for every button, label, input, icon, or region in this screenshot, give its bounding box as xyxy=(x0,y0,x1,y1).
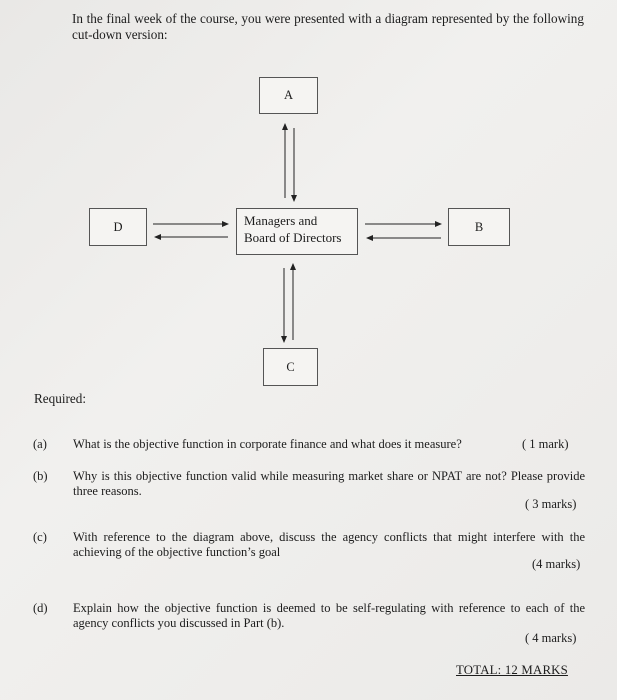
question-b-marks: ( 3 marks) xyxy=(525,497,577,511)
box-c: C xyxy=(263,348,318,386)
question-c-marks: (4 marks) xyxy=(532,557,581,571)
question-c-text: With reference to the diagram above, discuss the agency conflicts that might interfere with the achieving of the objective function’s goal xyxy=(73,530,585,559)
total-marks: TOTAL: 12 MARKS xyxy=(456,663,568,677)
question-d-number: (d) xyxy=(33,601,48,615)
question-b-text: Why is this objective function valid while measuring market share or NPAT are not? Please provide three reasons. xyxy=(73,469,585,498)
intro-paragraph: In the final week of the course, you were presented with a diagram represented by the following cut-down version: xyxy=(72,11,584,42)
box-b: B xyxy=(448,208,510,246)
question-a-number: (a) xyxy=(33,437,47,451)
box-a: A xyxy=(259,77,318,114)
box-d: D xyxy=(89,208,147,246)
question-b-number: (b) xyxy=(33,469,48,483)
center-box-line1: Managers and xyxy=(244,213,318,228)
question-c-number: (c) xyxy=(33,530,47,544)
question-d-text: Explain how the objective function is deemed to be self-regulating with reference to each of the agency conflicts you discussed in Part (b). xyxy=(73,601,585,630)
center-box-line2: Board of Directors xyxy=(244,230,342,245)
required-label: Required: xyxy=(34,391,87,406)
question-d-marks: ( 4 marks) xyxy=(525,631,577,645)
question-a-text: What is the objective function in corporate finance and what does it measure? xyxy=(73,437,462,451)
question-a-marks: ( 1 mark) xyxy=(522,437,569,451)
